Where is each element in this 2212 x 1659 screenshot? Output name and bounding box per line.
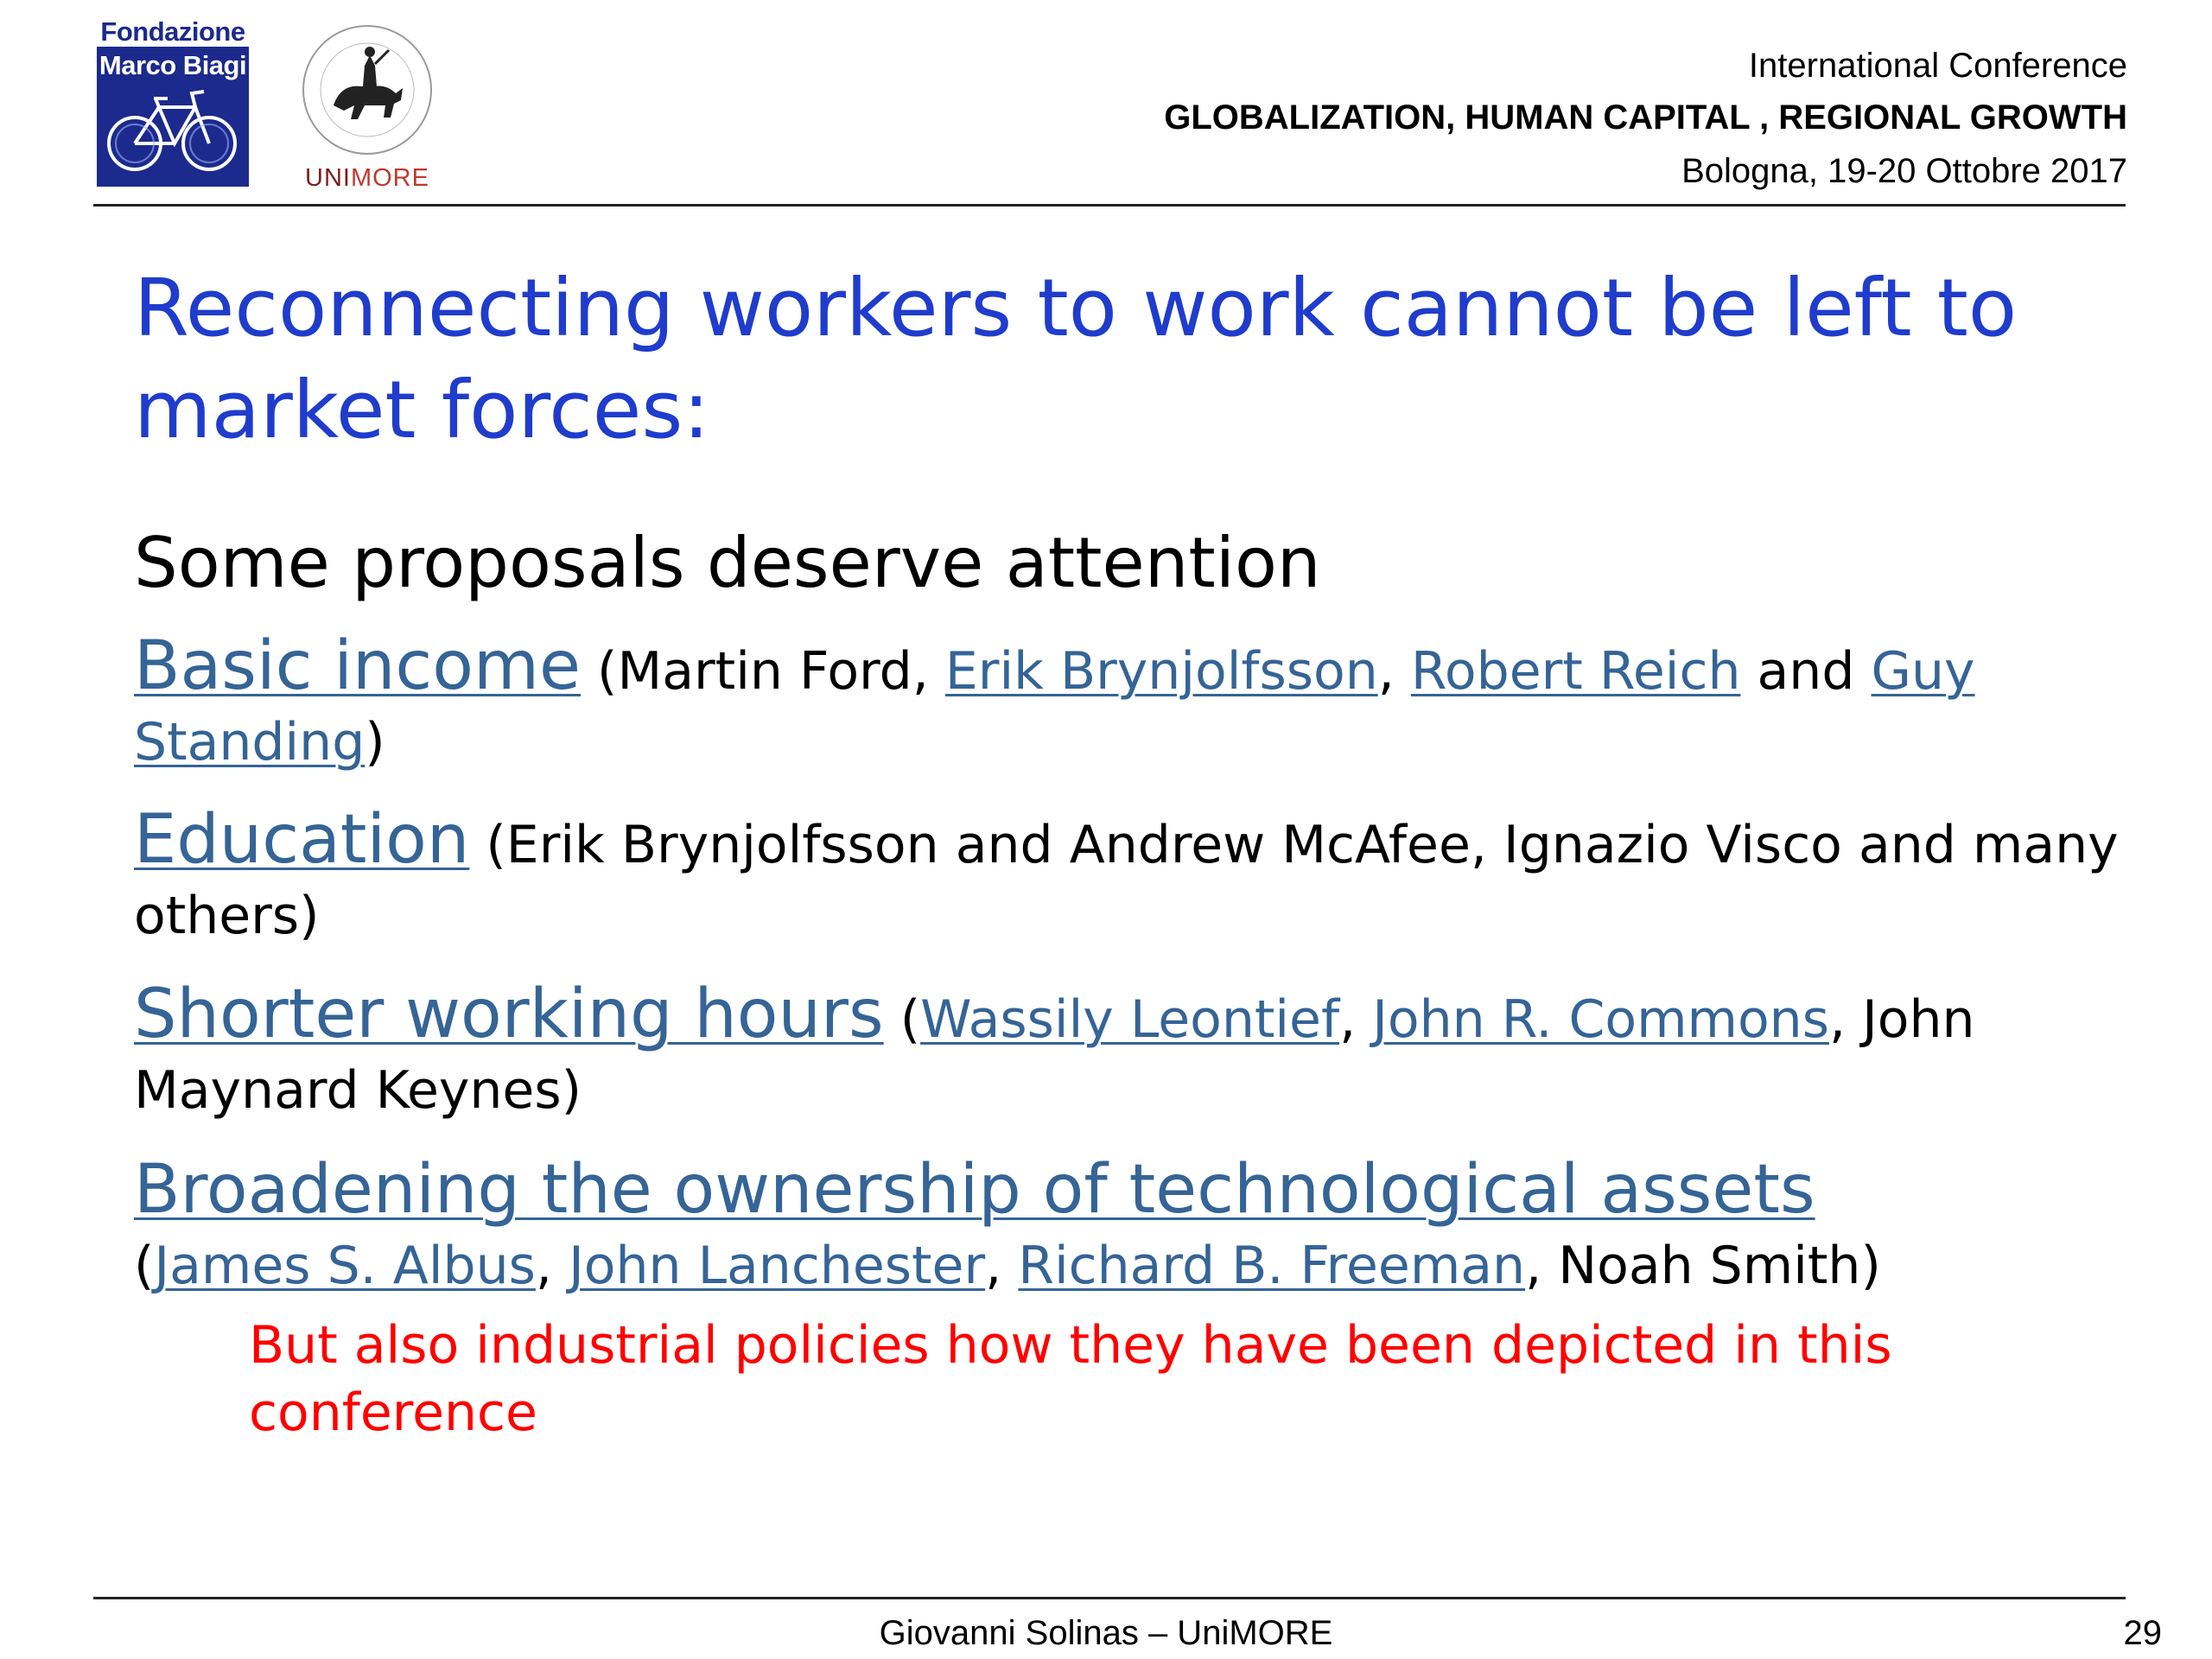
conference-label: International Conference [1748,47,2127,85]
link-wassily-leontief[interactable]: Wassily Leontief [920,989,1340,1050]
link-shorter-working-hours[interactable]: Shorter working hours [134,976,884,1053]
proposal-text: , Noah Smith) [1525,1236,1881,1296]
link-erik-brynjolfsson[interactable]: Erik Brynjolfsson [944,641,1378,702]
proposal-basic-income [134,627,2121,778]
separator: , [1377,641,1411,702]
unimore-uni: UNI [305,164,351,192]
slide-subtitle: Some proposals deserve attention [134,523,1321,603]
industrial-policies-note: But also industrial policies how they have been depicted in this conference [249,1315,1892,1443]
logo-fmb-line1: Fondazione [100,16,245,47]
bicycle-icon [102,67,244,183]
link-richard-b-freeman[interactable]: Richard B. Freeman [1018,1236,1526,1296]
link-education[interactable]: Education [134,801,470,879]
fondazione-marco-biagi-logo [97,17,249,187]
proposal-text: (Erik Brynjolfsson and Andrew McAfee, Ignazio Visco and many others) [134,815,2119,946]
unimore-more: MORE [350,164,429,192]
proposal-shorter-working-hours [134,976,2121,1126]
conference-title: GLOBALIZATION, HUMAN CAPITAL , REGIONAL GROWTH [1164,99,2127,137]
header-divider [93,204,2126,207]
link-guy-standing[interactable]: Guy Standing [134,641,1975,772]
separator: ) [365,712,385,772]
conference-date-place: Bologna, 19-20 Ottobre 2017 [1681,152,2127,190]
unimore-wordmark [294,164,441,193]
separator: , [985,1236,1019,1296]
proposal-text: (Martin Ford, [580,641,945,702]
horse-rider-seal-icon [294,21,441,159]
link-robert-reich[interactable]: Robert Reich [1410,641,1741,702]
link-basic-income[interactable]: Basic income [134,627,581,705]
footer-divider [93,1597,2126,1599]
proposal-text: , John Maynard Keynes) [134,989,1975,1121]
slide-title: Reconnecting workers to work cannot be left to market forces: [134,262,2018,456]
proposal-education [134,801,2121,951]
separator: , [535,1236,569,1296]
page-number: 29 [2123,1614,2162,1652]
link-broadening-ownership[interactable]: Broadening the ownership of technological assets [134,1151,1815,1229]
proposal-text: ( [134,1236,155,1296]
unimore-logo [294,21,441,194]
link-john-r-commons[interactable]: John R. Commons [1372,989,1829,1050]
proposal-broadening-ownership [134,1151,2121,1301]
link-john-lanchester[interactable]: John Lanchester [569,1236,986,1296]
separator: and [1740,641,1872,702]
link-james-s-albus[interactable]: James S. Albus [154,1236,536,1296]
footer-author: Giovanni Solinas – UniMORE [879,1614,1333,1652]
separator: , [1339,989,1373,1050]
proposal-text: ( [883,989,921,1050]
logo-fmb-line2: Marco Biagi [99,50,247,80]
